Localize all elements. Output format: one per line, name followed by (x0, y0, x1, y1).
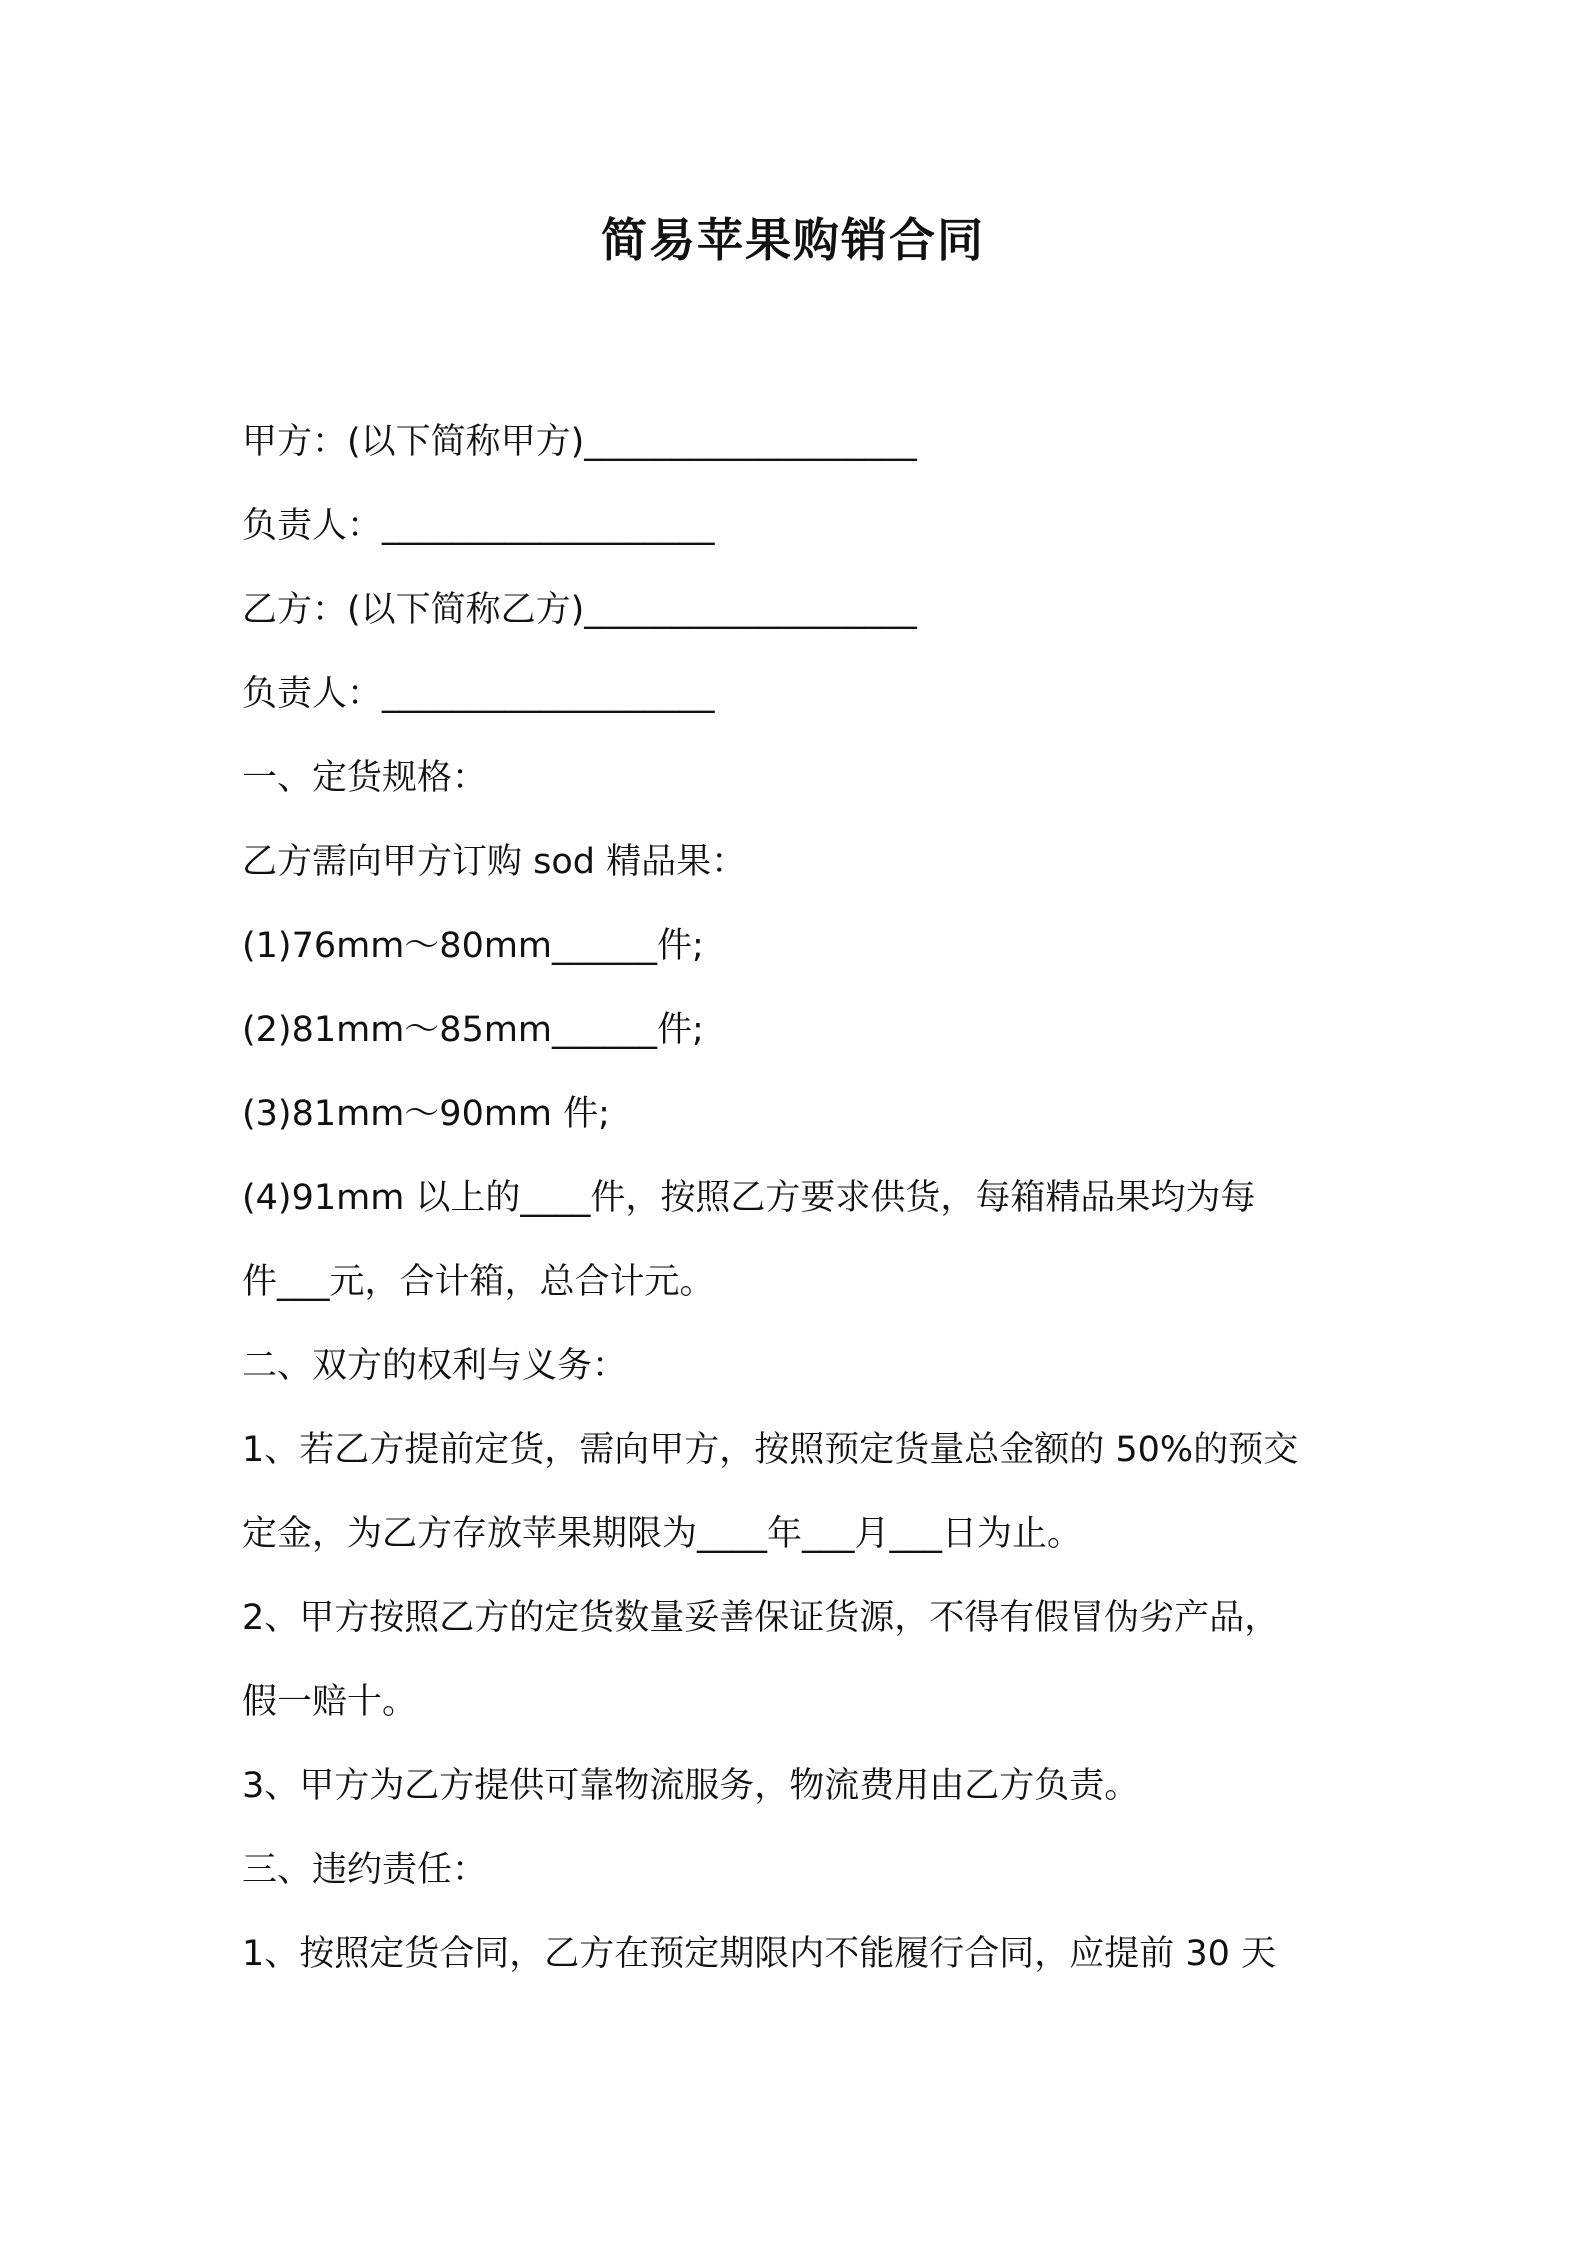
document-title: 简易苹果购销合同 (601, 213, 985, 267)
order-intro-line: 乙方需向甲方订购 sod 精品果： (242, 842, 747, 882)
clause-2-1: 1、若乙方提前定货，需向甲方，按照预定货量总金额的 50%的预交 (242, 1430, 1299, 1470)
clause-2-2: 2、甲方按照乙方的定货数量妥善保证货源，不得有假冒伪劣产品， (242, 1598, 1280, 1638)
party-b-representative-line: 负责人：___________________ (242, 674, 715, 714)
clause-2-2-continued: 假一赔十。 (242, 1682, 418, 1722)
party-a-representative-line: 负责人：___________________ (242, 506, 715, 546)
spec-item-4: (4)91mm 以上的____件，按照乙方要求供货，每箱精品果均为每 (242, 1178, 1256, 1218)
section-heading-rights-obligations: 二、双方的权利与义务： (242, 1346, 628, 1386)
clause-3-1: 1、按照定货合同，乙方在预定期限内不能履行合同，应提前 30 天 (242, 1934, 1277, 1974)
clause-2-3: 3、甲方为乙方提供可靠物流服务，物流费用由乙方负责。 (242, 1766, 1140, 1806)
spec-item-1: (1)76mm～80mm______件; (242, 926, 704, 966)
spec-item-4-continued: 件___元，合计箱，总合计元。 (242, 1262, 715, 1302)
party-b-line: 乙方：(以下简称乙方)___________________ (242, 590, 917, 630)
spec-item-3: (3)81mm～90mm 件; (242, 1094, 610, 1134)
clause-2-1-continued: 定金，为乙方存放苹果期限为____年___月___日为止。 (242, 1514, 1083, 1554)
section-heading-liability: 三、违约责任： (242, 1850, 488, 1890)
section-heading-specifications: 一、定货规格： (242, 758, 488, 798)
party-a-line: 甲方：(以下简称甲方)___________________ (242, 422, 917, 462)
document-body (242, 400, 1362, 1996)
spec-item-2: (2)81mm～85mm______件; (242, 1010, 704, 1050)
